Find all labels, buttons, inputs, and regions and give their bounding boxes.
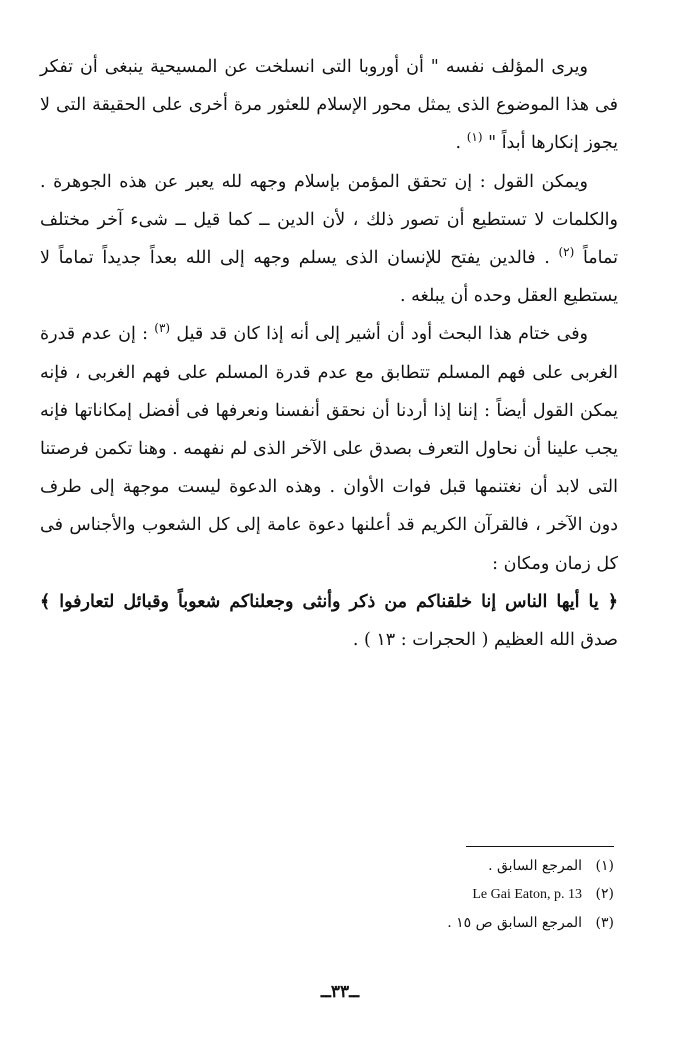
- footnote-number-1: (١): [595, 858, 614, 874]
- footnote-divider: [466, 846, 614, 847]
- paragraph-1-text: ويرى المؤلف نفسه " أن أوروبا التى انسلخت عن المسيحية ينبغى أن تفكر فى هذا الموضوع الذى يمثل محور الإسلام للعثور مرة أخرى على الحقيقة التى لا يجوز إنكارها أبداً ": [40, 57, 618, 154]
- footnotes: [284, 852, 614, 937]
- paragraph-1-tail: .: [455, 133, 467, 154]
- footnote-3: [284, 909, 614, 937]
- footnote-number-2: (٢): [595, 886, 614, 902]
- footnote-text-1: المرجع السابق .: [488, 858, 582, 874]
- paragraph-2: [40, 163, 618, 316]
- paragraph-1: [40, 48, 618, 163]
- footnote-2: [284, 880, 614, 909]
- page-number: ــ٣٣ــ: [320, 982, 360, 1002]
- paragraph-2-text: ويمكن القول : إن تحقق المؤمن بإسلام وجهه لله يعبر عن هذه الجوهرة . والكلمات لا تستطيع أن تصور ذلك ، لأن الدين ــ كما قيل ــ شىء آخر مختلف تماماً: [40, 171, 619, 269]
- footnote-ref-1: (١): [466, 130, 483, 145]
- paragraph-3: [40, 315, 618, 582]
- footnote-1: [284, 852, 614, 880]
- footnote-text-2: Le Gai Eaton, p. 13: [472, 887, 582, 902]
- main-text: [40, 48, 618, 659]
- quran-citation: صدق الله العظيم ( الحجرات : ١٣ ) .: [352, 630, 618, 651]
- footnote-ref-2: (٢): [558, 245, 575, 260]
- footnote-ref-3: (٣): [154, 321, 171, 336]
- footnote-text-3: المرجع السابق ص ١٥ .: [447, 915, 582, 931]
- paragraph-3-tail: : إن عدم قدرة الغربى على فهم المسلم تتطابق مع عدم قدرة المسلم على فهم الغربى ، فإنه يمكن القول أيضاً : إننا إذا أردنا أن نحقق أنفسنا ونعرفها فى أفضل إمكاناتها فإنه يجب علينا أن نحاول التعرف بصدق على الآخر الذى لم نفهمه . وهنا تكمن فرصتنا التى لابد أن نغتنمها قبل فوات الأوان . وهذه الدعوة ليست موجهة إلى طرف دون الآخر ، فالقرآن الكريم قد أعلنها دعوة عامة إلى كل الشعوب والأجناس فى كل زمان ومكان :: [40, 324, 618, 574]
- footnote-number-3: (٣): [595, 915, 614, 931]
- paragraph-2-tail: . فالدين يفتح للإنسان الذى يسلم وجهه إلى الله بعداً جديداً تماماً لا يستطيع العقل وحده أن يبلغه .: [40, 248, 618, 307]
- quran-verse-paragraph: [40, 583, 618, 659]
- paragraph-3-text: وفى ختام هذا البحث أود أن أشير إلى أنه إذا كان قد قيل: [170, 324, 589, 345]
- quran-verse: ﴿ يا أيها الناس إنا خلقناكم من ذكر وأنثى وجعلناكم شعوباً وقبائل لتعارفوا ﴾: [40, 591, 618, 612]
